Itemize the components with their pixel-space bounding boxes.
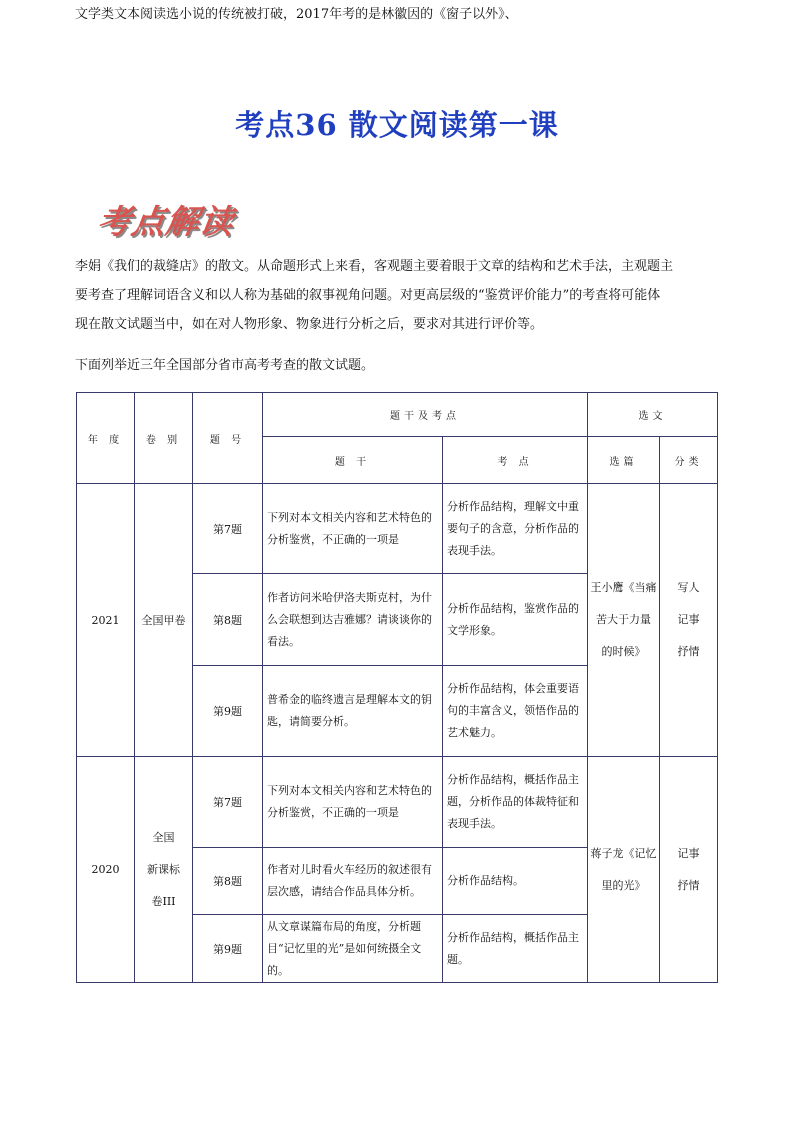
stem-cell: 作者对儿时看火车经历的叙述很有层次感，请结合作品具体分析。 xyxy=(263,848,443,915)
source-line: 蒋子龙《记忆 xyxy=(590,846,657,860)
paper-line: 全国 xyxy=(152,830,175,844)
header-source: 选文 xyxy=(588,393,718,437)
paper-cell xyxy=(135,757,193,983)
header-source-title: 选篇 xyxy=(588,437,660,484)
qno-cell: 第7题 xyxy=(193,757,263,848)
header-stem: 题 干 xyxy=(263,437,443,484)
source-line: 里的光》 xyxy=(601,878,646,892)
intro-first-line: 文学类文本阅读选小说的传统被打破，2017年考的是林徽因的《窗子以外》、 xyxy=(75,7,518,22)
point-cell: 分析作品结构，鉴赏作品的文学形象。 xyxy=(443,574,588,666)
header-paper: 卷 别 xyxy=(135,393,193,484)
point-cell: 分析作品结构。 xyxy=(443,848,588,915)
qno-cell: 第8题 xyxy=(193,574,263,666)
source-line: 王小鹰《当痛 xyxy=(590,581,657,594)
source-cell xyxy=(588,757,660,983)
point-cell: 分析作品结构，概括作品主题，分析作品的体裁特征和表现手法。 xyxy=(443,757,588,848)
header-qno: 题 号 xyxy=(193,393,263,484)
stem-cell: 普希金的临终遗言是理解本文的钥匙，请简要分析。 xyxy=(263,666,443,757)
year-cell: 2020 xyxy=(77,757,135,983)
header-category: 分类 xyxy=(660,437,718,484)
category-cell xyxy=(660,757,718,983)
paper-line: 新课标 xyxy=(147,862,180,876)
section-badge: 考点解读 xyxy=(94,202,237,241)
page-title: 考点36 散文阅读第一课 xyxy=(235,108,559,142)
table-row xyxy=(77,757,718,848)
header-year: 年 度 xyxy=(77,393,135,484)
year-cell: 2021 xyxy=(77,484,135,757)
intro-line: 现在散文试题当中，如在对人物形象、物象进行分析之后，要求对其进行评价等。 xyxy=(75,317,544,332)
table-row xyxy=(77,484,718,574)
intro-line: 要考查了理解词语含义和以人称为基础的叙事视角问题。对更高层级的“鉴赏评价能力”的考查将可能体 xyxy=(75,288,661,303)
qno-cell: 第9题 xyxy=(193,666,263,757)
exam-table xyxy=(76,392,718,983)
category-line: 记事 xyxy=(677,846,700,860)
category-line: 抒情 xyxy=(677,878,700,892)
stem-cell: 作者访问米哈伊洛夫斯克村，为什么会联想到达吉雅娜？请谈谈你的看法。 xyxy=(263,574,443,666)
point-cell: 分析作品结构，理解文中重要句子的含意，分析作品的表现手法。 xyxy=(443,484,588,574)
header-group: 题干及考点 xyxy=(263,393,588,437)
category-line: 抒情 xyxy=(677,645,700,658)
stem-cell: 从文章谋篇布局的角度，分析题目“记忆里的光”是如何统摄全文的。 xyxy=(263,915,443,983)
paper-cell: 全国甲卷 xyxy=(135,484,193,757)
header-point: 考 点 xyxy=(443,437,588,484)
source-cell xyxy=(588,484,660,757)
category-line: 写人 xyxy=(677,581,700,594)
stem-cell: 下列对本文相关内容和艺术特色的分析鉴赏，不正确的一项是 xyxy=(263,484,443,574)
point-cell: 分析作品结构，概括作品主题。 xyxy=(443,915,588,983)
qno-cell: 第8题 xyxy=(193,848,263,915)
stem-cell: 下列对本文相关内容和艺术特色的分析鉴赏，不正确的一项是 xyxy=(263,757,443,848)
qno-cell: 第7题 xyxy=(193,484,263,574)
intro-paragraph xyxy=(75,252,727,339)
paper-line: 卷III xyxy=(151,894,176,908)
category-cell xyxy=(660,484,718,757)
qno-cell: 第9题 xyxy=(193,915,263,983)
category-line: 记事 xyxy=(677,613,700,626)
source-line: 苦大于力量 xyxy=(596,613,651,626)
point-cell: 分析作品结构，体会重要语句的丰富含义，领悟作品的艺术魅力。 xyxy=(443,666,588,757)
source-line: 的时候》 xyxy=(601,645,646,658)
list-title: 下面列举近三年全国部分省市高考考查的散文试题。 xyxy=(75,358,375,373)
intro-line: 李娟《我们的裁缝店》的散文。从命题形式上来看，客观题主要着眼于文章的结构和艺术手法，主观题主 xyxy=(75,259,674,274)
